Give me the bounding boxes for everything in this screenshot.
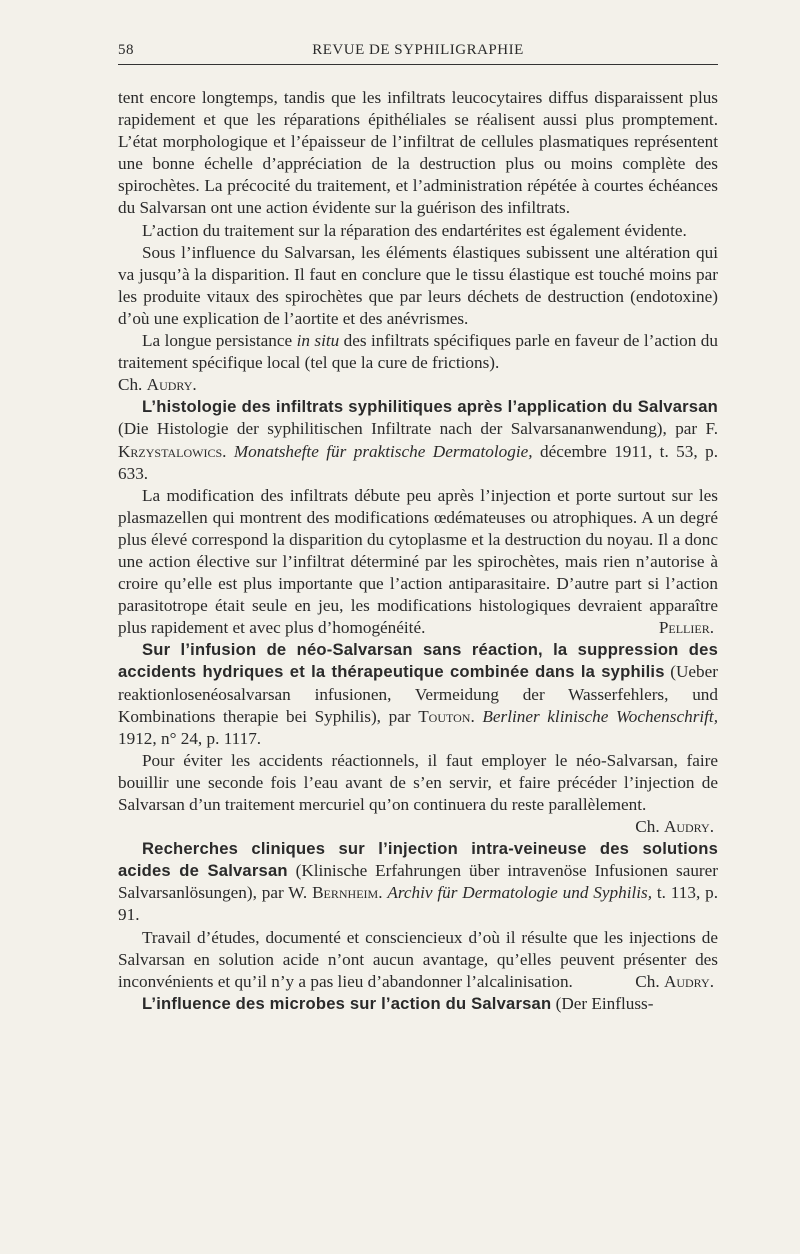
latin-phrase: in situ (296, 331, 340, 351)
page-content (118, 87, 718, 1015)
paragraph: Sous l’influence du Salvarsan, les éléments élastiques subissent une altération qui va jusqu’à la disparition. Il faut en conclure que le tissu élastique est touché moins par les produite vitaux des spirochètes que par leurs déchets de destruction (endotoxine) d’où une explication de l’aortite et des anévrismes. (118, 242, 718, 328)
article-summary: La modification des infiltrats débute peu après l’injection et porte surtout sur les plasmazellen qui montrent des modifications œdémateuses ou atrophiques. A un degré plus élevé correspond la disparition du cytoplasme et la destruction du noyau. Il a donc une action élective sur l’infiltrat déterminé par les spirochètes, mais rien n’autorise à croire qu’elle est plus importante que l’action antiparasitaire. D’autre part si l’action parasitotrope était seule en jeu, les modifications histologiques devraient apparaître plus rapidement et avec plus d’homogénéité. Pellier. (118, 485, 718, 640)
article-reference: Recherches cliniques sur l’injection intra-veineuse des solutions acides de Salvarsan (Klinische Erfahrungen über intravenöse Infusionen saurer Salvarsanlösungen), par W. Bernheim. Archiv für Dermatologie und Syphilis, t. 113, p. 91. (118, 839, 718, 925)
article-title: Sur l’infusion de néo-Salvarsan sans réaction, la suppression des accidents hydriques et la thérapeutique combinée dans la syphilis (118, 640, 718, 682)
article-title: L’influence des microbes sur l’action du Salvarsan (142, 993, 552, 1013)
article-summary: Pour éviter les accidents réactionnels, il faut employer le néo-Salvarsan, faire bouillir une seconde fois l’eau avant de s’en servir, et faire précéder l’injection de Salvarsan d’un traitement mercuriel qu’on continuera du reste parallèlement. Ch. Audry. (118, 750, 718, 838)
author: Bernheim. (312, 883, 383, 903)
paragraph: L’action du traitement sur la réparation des endartérites est également évidente. (142, 220, 687, 240)
journal-name: Archiv für Dermatologie und Syphilis, (387, 883, 653, 903)
author: Touton. (418, 706, 475, 726)
paragraph: tent encore longtemps, tandis que les infiltrats leucocytaires diffus disparaissent plus rapidement et que les réparations épithéliales se réalisent aussi plus promptement. L’état morphologique et l’épaisseur de l’infiltrat de cellules plasmatiques représentent une bonne échelle d’appréciation de la destruction plus ou moins complète des spirochètes. La précocité du traitement, et l’administration répétée à courtes échéances du Salvarsan ont une action évidente sur la guérison des infiltrats. (118, 88, 718, 218)
page-number: 58 (118, 42, 134, 58)
author: Krzystalowics. (118, 441, 227, 461)
paragraph: La longue persistance in situ des infiltrats spécifiques parle en faveur de l’action du traitement spécifique local (tel que la cure de frictions). (118, 331, 718, 373)
journal-name: Berliner klinische Wochenschrift, (482, 706, 719, 726)
signature: Ch. Audry. (635, 817, 714, 837)
article-reference: Sur l’infusion de néo-Salvarsan sans réaction, la suppression des accidents hydriques et la thérapeutique combinée dans la syphilis (Ueber reaktionlosenéosalvarsan infusionen, Vermeidung der Wasserfehlers, und Kombinations therapie bei Syphilis), par Touton. Berliner klinische Wochenschrift, 1912, n° 24, p. 1117. (118, 640, 719, 748)
journal-name: Monatshefte für praktische Dermatologie, (233, 441, 533, 461)
article-reference: L’histologie des infiltrats syphilitiques après l’application du Salvarsan (Die Histologie der syphilitischen Infiltrate nach der Salvarsananwendung), par F. Krzystalowics. Monatshefte für praktische Dermatologie, décembre 1911, t. 53, p. 633. (118, 397, 718, 483)
page (118, 36, 718, 1015)
running-header (118, 36, 718, 65)
signature: Ch. Audry. (635, 971, 714, 991)
journal-title: REVUE DE SYPHILIGRAPHIE (312, 42, 524, 58)
article-title: Recherches cliniques sur l’injection intra-veineuse des solutions acides de Salvarsan (118, 839, 718, 881)
signature: Pellier. (658, 618, 714, 638)
article-title: L’histologie des infiltrats syphilitiques après l’application du Salvarsan (142, 397, 718, 417)
article-reference: L’influence des microbes sur l’action du Salvarsan (Der Einfluss- (142, 993, 654, 1013)
signature: Ch. Audry. (118, 375, 197, 395)
article-summary: Travail d’études, documenté et consciencieux d’où il résulte que les injections de Salvarsan en solution acide n’ont aucun avantage, qu’elles peuvent présenter des inconvénients et qu’il n’y a pas lieu d’abandonner l’alcalinisation. Ch. Audry. (118, 927, 718, 993)
